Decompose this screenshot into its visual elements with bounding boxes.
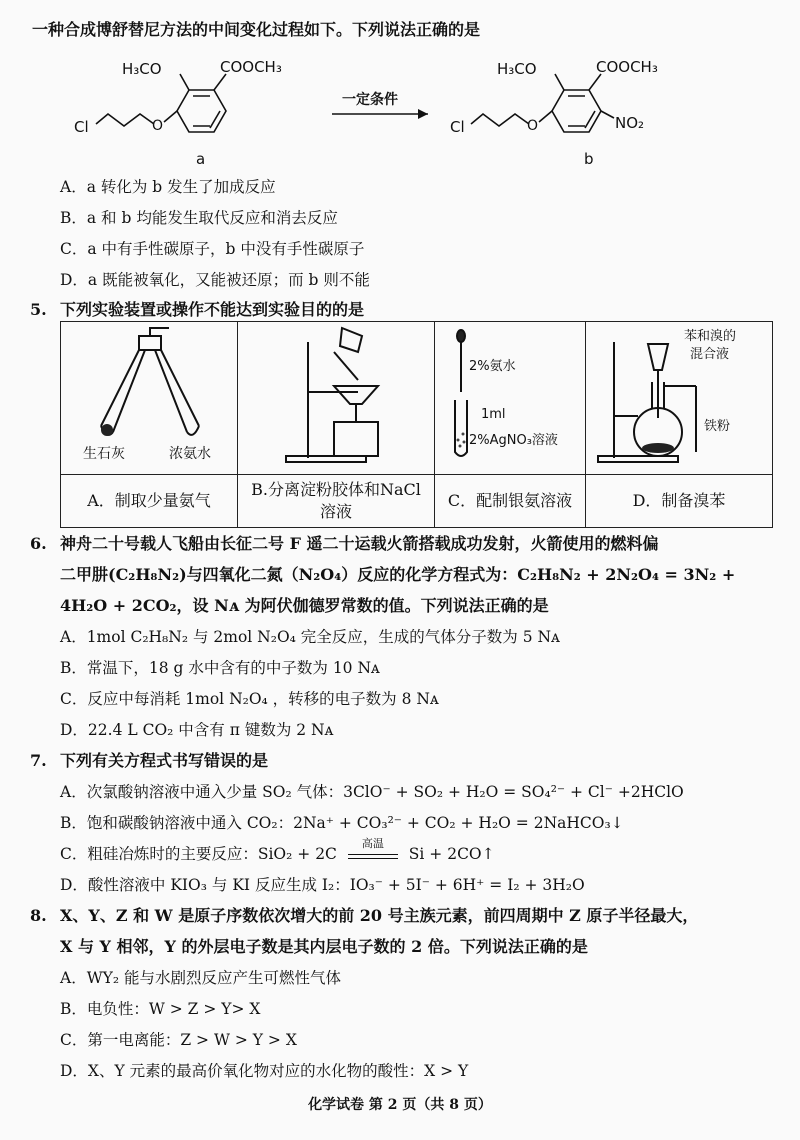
q8-number: 8.: [30, 906, 47, 925]
caption-b: [238, 475, 435, 528]
q8-option-c: C．第一电离能：Z > W > Y > X: [60, 1031, 297, 1049]
q7-option-a: A．次氯酸钠溶液中通入少量 SO₂ 气体：3ClO⁻ + SO₂ + H₂O = SO₄²⁻ + Cl⁻ +2HClO: [60, 783, 684, 801]
q7-option-b: B．饱和碳酸钠溶液中通入 CO₂：2Na⁺ + CO₃²⁻ + CO₂ + H₂O = 2NaHCO₃↓: [60, 814, 624, 832]
b-ester-label: COOCH₃: [596, 58, 658, 76]
q5-stem: 下列实验装置或操作不能达到实验目的的是: [60, 300, 365, 319]
q8-option-a: A．WY₂ 能与水剧烈反应产生可燃性气体: [60, 969, 341, 987]
caption-c: C．配制银氨溶液: [435, 475, 586, 528]
a-ether-o: O: [152, 118, 164, 134]
q6-option-d: D．22.4 L CO₂ 中含有 π 键数为 2 Nᴀ: [60, 721, 334, 739]
q6-option-b: B．常温下，18 g 水中含有的中子数为 10 Nᴀ: [60, 659, 380, 677]
q7-option-c-text: C．粗硅冶炼时的主要反应：SiO₂ + 2C: [60, 845, 337, 863]
apparatus-a: [61, 322, 238, 475]
label-ammonia-2pct: 2%氨水: [469, 359, 516, 374]
q6-stem-line2: 二甲肼(C₂H₈N₂)与四氧化二氮（N₂O₄）反应的化学方程式为：C₂H₈N₂ + 2N₂O₄ = 3N₂ +: [60, 565, 736, 584]
apparatus-b: [238, 322, 435, 475]
q6-option-a: A．1mol C₂H₈N₂ 与 2mol N₂O₄ 完全反应，生成的气体分子数为 5 Nᴀ: [60, 628, 560, 646]
apparatus-c: [435, 322, 586, 475]
b-cl-label: Cl: [450, 118, 465, 136]
q6-stem-line3: 4H₂O + 2CO₂，设 Nᴀ 为阿伏伽德罗常数的值。下列说法正确的是: [60, 596, 549, 615]
q5-number: 5.: [30, 300, 47, 319]
q6-stem-line1: 神舟二十号载人飞船由长征二号 F 遥二十运载火箭搭载成功发射，火箭使用的燃料偏: [60, 534, 659, 553]
caption-b-line1: B.分离淀粉胶体和NaCl: [251, 480, 421, 499]
b-no2-label: NO₂: [615, 114, 645, 132]
q8-stem-line1: X、Y、Z 和 W 是原子序数依次增大的前 20 号主族元素，前四周期中 Z 原子半径最大，: [60, 906, 699, 925]
label-quicklime: 生石灰: [83, 446, 125, 462]
q4-option-d: D．a 既能被氧化，又能被还原；而 b 则不能: [60, 271, 370, 289]
reaction-condition: 一定条件: [342, 92, 398, 108]
a-ome-label: H₃CO: [122, 60, 162, 78]
apparatus-table: [60, 321, 773, 528]
label-benzene-bromine-1: 苯和溴的: [684, 329, 737, 344]
q4-stem: 一种合成博舒替尼方法的中间变化过程如下。下列说法正确的是: [32, 20, 481, 39]
q7-option-c: [60, 837, 495, 866]
q8-option-b: B．电负性：W > Z > Y> X: [60, 1000, 261, 1018]
caption-d: D．制备溴苯: [586, 475, 773, 528]
q4-option-b: B．a 和 b 均能发生取代反应和消去反应: [60, 209, 338, 227]
b-ether-o: O: [527, 118, 539, 134]
label-benzene-bromine-2: 混合液: [690, 347, 730, 362]
label-volume: 1ml: [481, 407, 506, 422]
label-iron-powder: 铁粉: [704, 419, 731, 434]
q8-option-d: D．X、Y 元素的最高价氧化物对应的水化物的酸性：X > Y: [60, 1062, 469, 1080]
q4-option-c: C．a 中有手性碳原子，b 中没有手性碳原子: [60, 240, 365, 258]
b-ome-label: H₃CO: [497, 60, 537, 78]
high-temp-label: 高温: [361, 837, 384, 850]
label-agno3: 2%AgNO₃溶液: [469, 433, 558, 448]
compound-a-label: a: [196, 150, 206, 168]
caption-a: A．制取少量氨气: [61, 475, 238, 528]
q7-option-c-products: Si + 2CO↑: [408, 845, 495, 863]
apparatus-d: [586, 322, 773, 475]
q8-stem-line2: X 与 Y 相邻，Y 的外层电子数是其内层电子数的 2 倍。下列说法正确的是: [60, 937, 588, 956]
high-temp-arrow: [348, 837, 398, 859]
page-footer: 化学试卷 第 2 页（共 8 页）: [308, 1097, 492, 1113]
q6-option-c: C．反应中每消耗 1mol N₂O₄ ，转移的电子数为 8 Nᴀ: [60, 690, 439, 708]
q7-stem: 下列有关方程式书写错误的是: [60, 751, 269, 770]
q6-number: 6.: [30, 534, 47, 553]
label-conc-ammonia: 浓氨水: [169, 446, 211, 462]
q7-number: 7.: [30, 751, 47, 770]
a-ester-label: COOCH₃: [220, 58, 282, 76]
compound-b-label: b: [584, 150, 594, 168]
q4-option-a: A．a 转化为 b 发生了加成反应: [60, 178, 276, 196]
q7-option-d: D．酸性溶液中 KIO₃ 与 KI 反应生成 I₂：IO₃⁻ + 5I⁻ + 6H⁺ = I₂ + 3H₂O: [60, 876, 585, 894]
a-cl-label: Cl: [74, 118, 89, 136]
caption-b-line2: 溶液: [319, 502, 352, 521]
